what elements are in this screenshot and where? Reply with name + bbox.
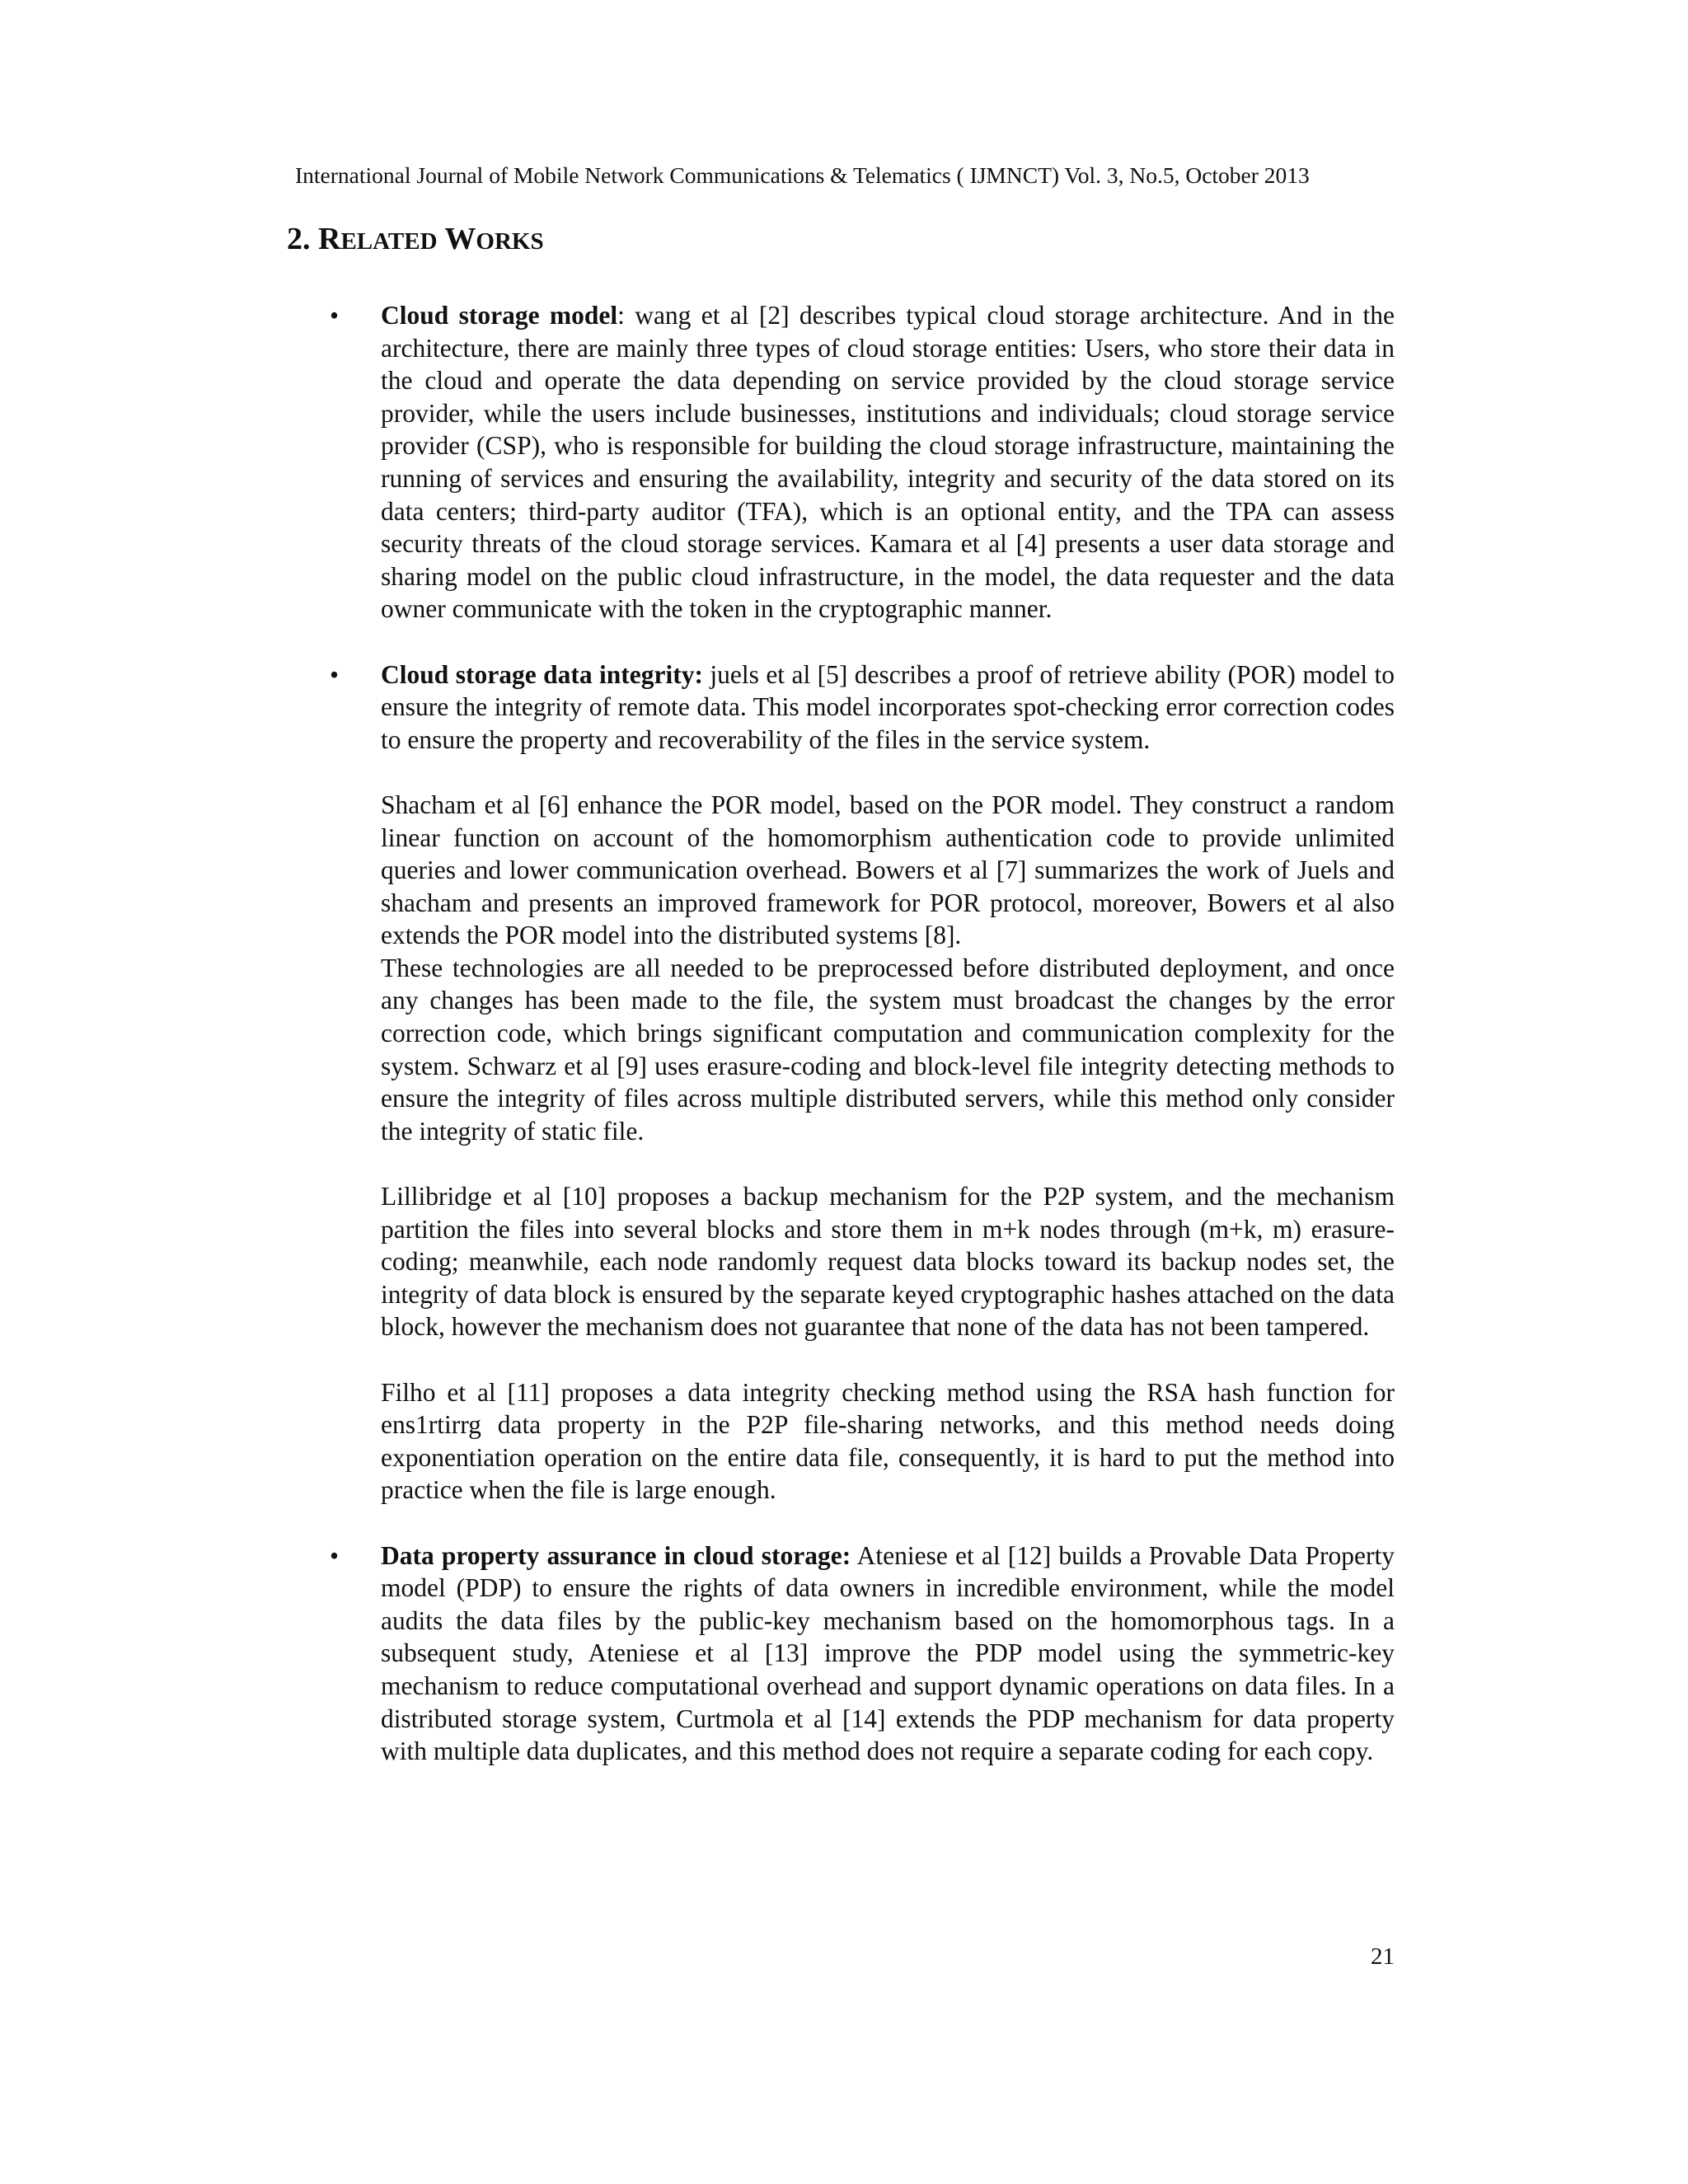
spacer <box>330 1507 1395 1540</box>
section-title-word-2-cap: W <box>444 222 476 256</box>
spacer <box>330 626 1395 658</box>
bullet-term: Data property assurance in cloud storage: <box>381 1540 851 1570</box>
bullet-data-property-assurance <box>330 1540 1395 1768</box>
page-number: 21 <box>1371 1943 1395 1970</box>
bullet-marker: • <box>330 659 340 689</box>
bullet-cloud-storage-data-integrity <box>330 658 1395 1507</box>
body-paragraph-technologies: These technologies are all needed to be preprocessed before distributed deployment, and once any changes has been made to the file, the system must broadcast the changes by the error correction code, which brings significant computation and communication complexity for the system. Schwarz et al [9] uses erasure-coding and block-level file integrity detecting methods to ensure the integrity of files across multiple distributed servers, while this method only consider the integrity of static file. <box>381 953 1395 1146</box>
bullet-term: Cloud storage data integrity: <box>381 659 703 689</box>
bullet-paragraph <box>381 1540 1395 1768</box>
bullet-paragraph <box>381 299 1395 626</box>
bullet-marker: • <box>330 301 340 330</box>
bullet-term: Cloud storage model <box>381 301 618 330</box>
bullet-text: : wang et al [2] describes typical cloud storage architecture. And in the architecture, there are mainly three types of cloud storage entities: Users, who store their data in the cloud and operate the data depending on service provided by the cloud storage service provider, while the users include businesses, institutions and individuals; cloud storage service provider (CSP), who is responsible for building the cloud storage infrastructure, maintaining the running of services and ensuring the availability, integrity and security of the data stored on its data centers; third-party auditor (TFA), which is an optional entity, and the TPA can assess security threats of the cloud storage services. Kamara et al [4] presents a user data storage and sharing model on the public cloud infrastructure, in the model, the data requester and the data owner communicate with the token in the cryptographic manner. <box>381 301 1395 624</box>
body-paragraph-lillibridge: Lillibridge et al [10] proposes a backup mechanism for the P2P system, and the mechanism partition the files into several blocks and store them in m+k nodes through (m+k, m) erasure-coding; meanwhile, each node randomly request data blocks toward its backup nodes set, the integrity of data block is ensured by the separate keyed cryptographic hashes attached on the data block, however the mechanism does not guarantee that none of the data has not been tampered. <box>381 1182 1395 1342</box>
running-header: International Journal of Mobile Network Communications & Telematics ( IJMNCT) Vol. 3, No.5, October 2013 <box>295 162 1310 188</box>
body-paragraph-filho: Filho et al [11] proposes a data integrity checking method using the RSA hash function for ens1rtirrg data property in the P2P file-sharing networks, and this method needs doing exponentiation operation on the entire data file, consequently, it is hard to put the method into practice when the file is large enough. <box>381 1377 1395 1505</box>
section-body <box>330 299 1395 1768</box>
bullet-paragraph <box>381 658 1395 757</box>
bullet-cloud-storage-model <box>330 299 1395 626</box>
bullet-text: juels et al [5] describes a proof of retrieve ability (POR) model to ensure the integrity of remote data. This model incorporates spot-checking error correction codes to ensure the property and recoverability of the files in the service system. <box>381 659 1395 754</box>
bullet-text: Ateniese et al [12] builds a Provable Data Property model (PDP) to ensure the rights of data owners in incredible environment, while the model audits the data files by the public-key mechanism based on the homomorphous tags. In a subsequent study, Ateniese et al [13] improve the PDP model using the symmetric-key mechanism to reduce computational overhead and support dynamic operations on data files. In a distributed storage system, Curtmola et al [14] extends the PDP mechanism for data property with multiple data duplicates, and this method does not require a separate coding for each copy. <box>381 1540 1395 1766</box>
section-number: 2. <box>287 222 311 256</box>
section-heading <box>287 219 544 261</box>
bullet-marker: • <box>330 1540 340 1570</box>
section-title-word-2-rest: ORKS <box>476 228 544 255</box>
section-title-word-1-rest: ELATED <box>340 228 438 255</box>
body-paragraph-shacham: Shacham et al [6] enhance the POR model, based on the POR model. They construct a random linear function on account of the homomorphism authentication code to provide unlimited queries and lower communication overhead. Bowers et al [7] summarizes the work of Juels and shacham and presents an improved framework for POR protocol, moreover, Bowers et al also extends the POR model into the distributed systems [8]. <box>381 790 1395 950</box>
section-title-word-1-cap: R <box>318 222 341 256</box>
